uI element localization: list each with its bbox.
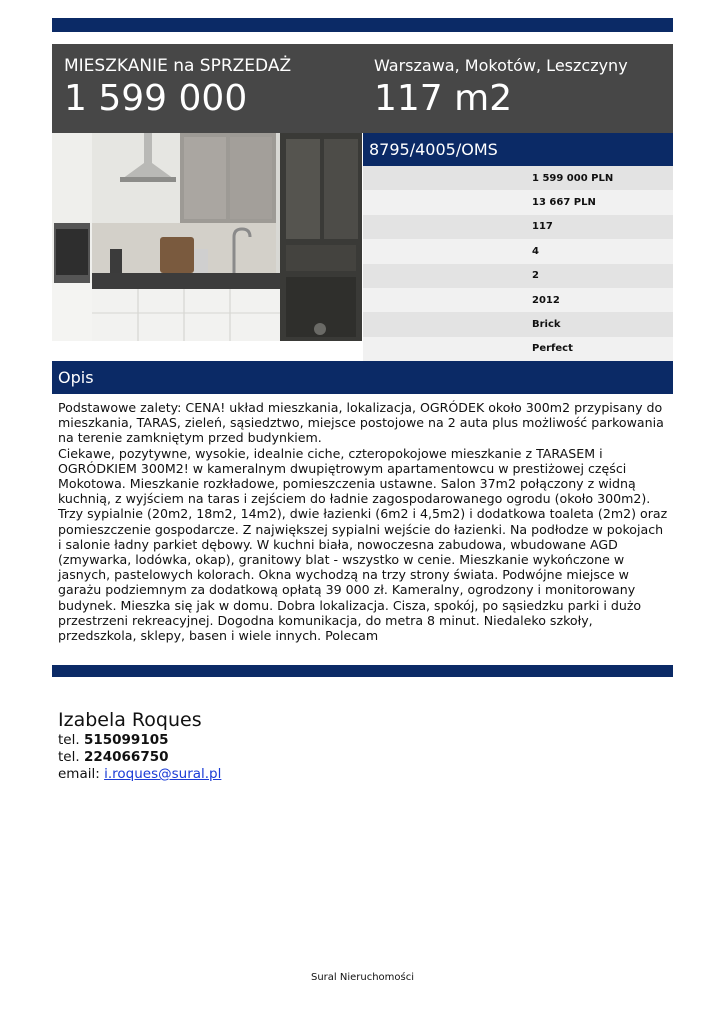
detail-row-material — [363, 312, 673, 336]
phone-number: 224066750 — [83, 749, 169, 765]
description-heading: Opis — [52, 361, 673, 394]
detail-value: Perfect — [532, 343, 573, 355]
property-details-table — [363, 166, 673, 361]
header-right — [374, 56, 628, 120]
property-photo — [52, 133, 362, 341]
email-label: email: — [58, 766, 100, 782]
kitchen-photo — [52, 133, 362, 341]
description-paragraph: Ciekawe, pozytywne, wysokie, idealnie ciche, czteropokojowe mieszkanie z TARASEM i OGRÓDKIEM 300M2! w kameralnym dwupiętrowym apartamentowcu w prestiżowej części Mokotowa. Mieszkanie rozkładowe, pomieszczenia ustawne. Salon 37m2 połączony z widną kuchnią, z wyjściem na taras i zejściem do ładnie zagospodarowanego ogrodu (około 300m2). Trzy sypialnie (20m2, 18m2, 14m2), dwie łazienki (6m2 i 4,5m2) i dodatkowa toaleta (2m2) oraz pomieszczenie gospodarcze. Z największej sypialni wejście do łazienki. Na podłodze w pokojach i salonie ładny parkiet dębowy. W kuchni biała, nowoczesna zabudowa, wbudowane AGD (zmywarka, lodówka, okap), granitowy blat - wszystko w cenie. Mieszkanie wykończone w jasnych, pastelowych kolorach. Okna wychodzą na trzy strony świata. Podwójne miejsce w garażu podziemnym za dodatkową opłatą 39 000 zł. Kameralny, ogrodzony i monitorowany budynek. Mieszka się jak w domu. Dobra lokalizacja. Cisza, spokój, po sąsiedzku parki i dużo przestrzeni rekreacyjnej. Dogodna komunikacja, do metra 8 minut. Niedaleko szkoły, przedszkola, sklepy, basen i wiele innych. Polecam — [58, 445, 668, 644]
phone-label: tel. — [58, 749, 80, 765]
detail-row-price-per-m2 — [363, 190, 673, 214]
phone-label: tel. — [58, 732, 80, 748]
detail-value: Brick — [532, 318, 561, 330]
area: 117 m2 — [374, 78, 513, 119]
email-link[interactable]: i.roques@sural.pl — [104, 766, 222, 782]
agent-name: Izabela Roques — [58, 709, 202, 731]
header-left — [64, 56, 291, 120]
detail-row-rooms — [363, 239, 673, 263]
description-text — [58, 400, 670, 643]
description-paragraph: Podstawowe zalety: CENA! układ mieszkania, lokalizacja, OGRÓDEK około 300m2 przypisany do mieszkania, TARAS, zieleń, sąsiedztwo, miejsce postojowe na 2 auta plus możliwość parkowania na terenie zamkniętym przed budynkiem. — [58, 400, 664, 446]
detail-row-year — [363, 288, 673, 312]
agent-contact — [58, 708, 221, 783]
detail-value: 13 667 PLN — [532, 197, 596, 209]
detail-row-price — [363, 166, 673, 190]
detail-value: 2012 — [532, 294, 560, 306]
detail-value: 1 599 000 PLN — [532, 172, 614, 184]
reference-number: 8795/4005/OMS — [363, 133, 673, 166]
detail-value: 117 — [532, 221, 553, 233]
detail-row-area — [363, 215, 673, 239]
bottom-accent-bar — [52, 665, 673, 677]
location: Warszawa, Mokotów, Leszczyny — [374, 56, 628, 75]
detail-value: 4 — [532, 245, 539, 257]
footer-company: Sural Nieruchomości — [310, 972, 415, 983]
agent-email — [58, 766, 221, 783]
phone-number: 515099105 — [83, 732, 169, 748]
price: 1 599 000 — [64, 78, 248, 119]
agent-phone-2 — [58, 749, 221, 766]
detail-row-floors — [363, 264, 673, 288]
detail-row-condition — [363, 337, 673, 361]
detail-value: 2 — [532, 270, 539, 282]
top-accent-bar — [52, 18, 673, 32]
property-type: MIESZKANIE na SPRZEDAŻ — [64, 56, 292, 76]
listing-header — [52, 44, 673, 133]
agent-phone-1 — [58, 732, 221, 749]
